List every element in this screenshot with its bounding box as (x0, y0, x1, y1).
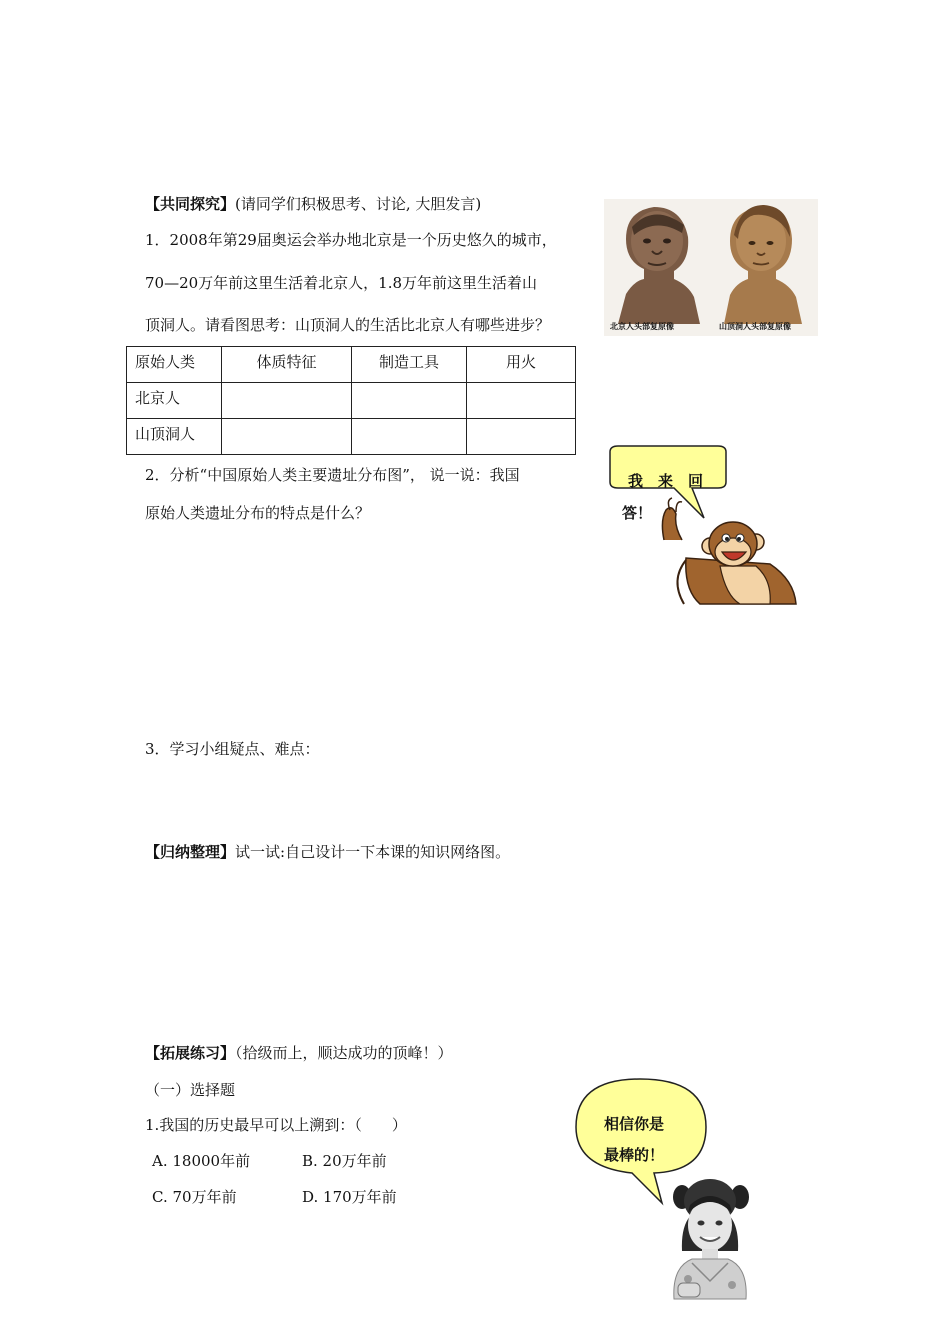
explore-heading: 【共同探究】 (145, 195, 236, 213)
girl-speech-illustration (570, 1075, 780, 1300)
table-cell: 北京人 (127, 383, 222, 419)
question-1-line-3: 顶洞人。请看图思考：山顶洞人的生活比北京人有哪些进步？ (145, 316, 551, 334)
monkey-speech-illustration (600, 440, 810, 610)
question-1-line-2: 70—20万年前这里生活着北京人，1.8万年前这里生活着山 (145, 274, 538, 292)
question-1-line-1: 1．2008年第29届奥运会举办地北京是一个历史悠久的城市， (145, 231, 557, 249)
question-2-line-1: 2．分析“中国原始人类主要遗址分布图”， 说一说：我国 (145, 466, 520, 484)
option-d: D. 170万年前 (302, 1188, 397, 1206)
summary-heading: 【归纳整理】 (145, 843, 236, 861)
busts-photo (604, 199, 818, 336)
bubble-1-line-2: 答！ (622, 504, 653, 522)
table-header-row (127, 347, 576, 383)
table-cell (467, 419, 576, 455)
table-cell (222, 419, 352, 455)
table-row (127, 419, 576, 455)
practice-heading-note: （拾级而上，顺达成功的顶峰！） (235, 1044, 453, 1062)
option-b: B. 20万年前 (302, 1152, 387, 1170)
table-header-cell: 制造工具 (352, 347, 467, 383)
table-cell (352, 383, 467, 419)
explore-heading-line (145, 197, 481, 212)
option-c: C. 70万年前 (152, 1188, 237, 1206)
bubble-1-line-1: 我 来 回 (628, 472, 704, 490)
table-cell (467, 383, 576, 419)
table-row (127, 383, 576, 419)
question-3: 3．学习小组疑点、难点： (145, 740, 320, 758)
comparison-table (126, 346, 576, 455)
explore-heading-note: (请同学们积极思考、讨论, 大胆发言) (235, 195, 482, 213)
table-cell (222, 383, 352, 419)
table-header-cell: 体质特征 (222, 347, 352, 383)
busts-illustration (604, 199, 818, 336)
summary-line (145, 845, 510, 860)
practice-heading: 【拓展练习】 (145, 1044, 236, 1062)
summary-text: 试一试:自己设计一下本课的知识网络图。 (235, 843, 511, 861)
question-2-line-2: 原始人类遗址分布的特点是什么？ (145, 504, 371, 522)
practice-heading-line (145, 1046, 453, 1061)
table-cell: 山顶洞人 (127, 419, 222, 455)
speech-bubble-shape (576, 1079, 706, 1203)
bubble-2-line-1: 相信你是 (604, 1115, 665, 1133)
practice-section-title: （一）选择题 (145, 1081, 236, 1099)
table-header-cell: 原始人类 (127, 347, 222, 383)
practice-question-1: 1.我国的历史最早可以上溯到：（ ） (145, 1116, 407, 1134)
caption-peking-man: 北京人头部复原像 (610, 322, 674, 331)
table-cell (352, 419, 467, 455)
bubble-2-line-2: 最棒的！ (604, 1146, 665, 1164)
table-header-cell: 用火 (467, 347, 576, 383)
caption-upper-cave-man: 山顶洞人头部复原像 (719, 322, 791, 331)
option-a: A. 18000年前 (152, 1152, 251, 1170)
